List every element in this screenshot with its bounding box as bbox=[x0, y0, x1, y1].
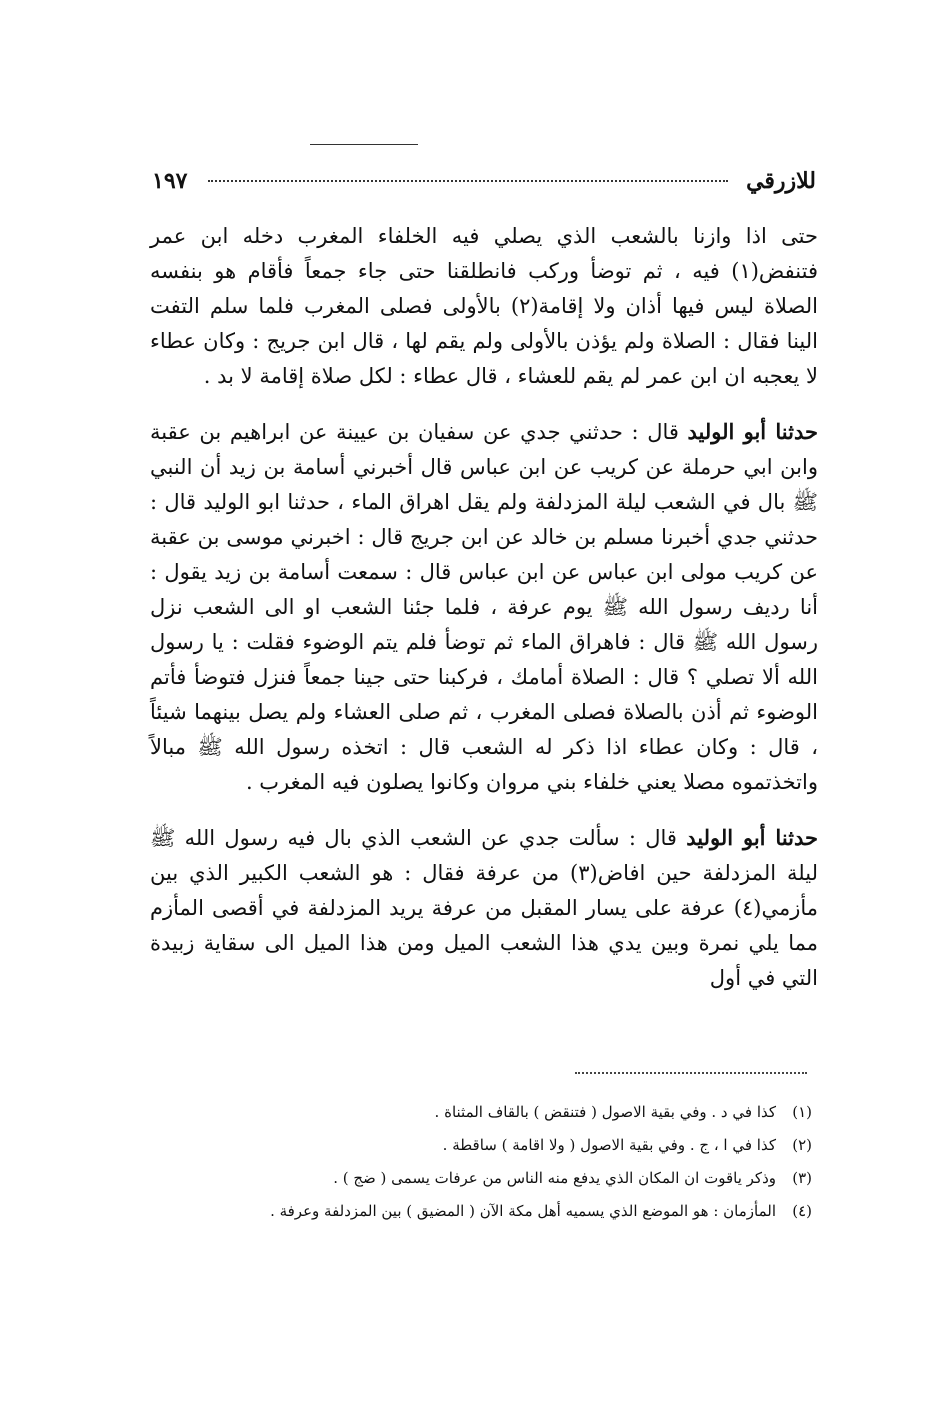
footnote-number: (١) bbox=[792, 1103, 812, 1121]
footnote-text: كذا في د . وفي بقية الاصول ( فتنقض ) بالقاف المثناة . bbox=[434, 1103, 776, 1121]
paragraph bbox=[150, 218, 818, 394]
footnote-text: المأزمان : هو الموضع الذي يسميه أهل مكة الآن ( المضيق ) بين المزدلفة وعرفة . bbox=[270, 1202, 776, 1220]
footnote bbox=[190, 1162, 812, 1195]
header-dotted-rule bbox=[208, 180, 728, 182]
paragraph bbox=[150, 414, 818, 800]
paragraph-text: حتى اذا وازنا بالشعب الذي يصلي فيه الخلفاء المغرب دخله ابن عمر فتنفض(١) فيه ، ثم توضأ وركب فانطلقنا حتى جاء جمعاً فأقام هو بنفسه الصلاة ليس فيها أذان ولا إقامة(٢) بالأولى فصلى المغرب فلما سلم التفت الينا فقال : الصلاة ولم يؤذن بالأولى ولم يقم لها ، قال ابن جريج : وكان عطاء لا يعجبه ان ابن عمر لم يقم للعشاء ، قال عطاء : لكل صلاة إقامة لا بد . bbox=[150, 224, 818, 388]
top-rule bbox=[310, 144, 418, 145]
footnote bbox=[190, 1129, 812, 1162]
footnotes bbox=[190, 1096, 812, 1228]
footnote-number: (٤) bbox=[792, 1202, 812, 1220]
footnote bbox=[190, 1096, 812, 1129]
running-header bbox=[152, 168, 816, 202]
paragraph-text: قال : حدثني جدي عن سفيان بن عيينة عن ابراهيم بن عقبة وابن ابي حرملة عن كريب عن ابن عباس قال أخبرني أسامة بن زيد أن النبي ﷺ بال في الشعب ليلة المزدلفة ولم يقل اهراق الماء ، حدثنا ابو الوليد قال : حدثني جدي أخبرنا مسلم بن خالد عن ابن جريج قال : اخبرني موسى بن عقبة عن كريب مولى ابن عباس عن ابن عباس قال : سمعت أسامة بن زيد يقول : أنا رديف رسول الله ﷺ يوم عرفة ، فلما جئنا الشعب او الى الشعب نزل رسول الله ﷺ قال : فاهراق الماء ثم توضأ فلم يتم الوضوء فقلت : يا رسول الله ألا تصلي ؟ قال : الصلاة أمامك ، فركبنا حتى جينا جمعاً فنزل فتوضأ فأتم الوضوء ثم أذن بالصلاة فصلى المغرب ، ثم صلى العشاء ولم يصل بينهما شيئاً ، قال : وكان عطاء اذا ذكر له الشعب قال : اتخذه رسول الله ﷺ مبالاً واتخذتموه مصلا يعني خلفاء بني مروان وكانوا يصلون فيه المغرب . bbox=[150, 420, 818, 794]
footnote bbox=[190, 1195, 812, 1228]
footnote-number: (٢) bbox=[792, 1136, 812, 1154]
footnote-separator bbox=[575, 1072, 807, 1074]
footnote-text: كذا في ا ، ج . وفي بقية الاصول ( ولا اقامة ) ساقطة . bbox=[442, 1136, 776, 1154]
main-text bbox=[150, 218, 818, 1016]
paragraph-text: قال : سألت جدي عن الشعب الذي بال فيه رسول الله ﷺ ليلة المزدلفة حين افاض(٣) من عرفة فقال : هو الشعب الكبير الذي بين مأزمي(٤) عرفة على يسار المقبل من عرفة يريد المزدلفة في أقصى المأزم مما يلي نمرة وبين يدي هذا الشعب الميل ومن هذا الميل الى سقاية زبيدة التي في أول bbox=[150, 826, 818, 990]
footnote-number: (٣) bbox=[792, 1169, 812, 1187]
paragraph-lead: حدثنا أبو الوليد bbox=[687, 419, 818, 444]
running-title: للازرقي bbox=[746, 168, 816, 194]
paragraph-lead: حدثنا أبو الوليد bbox=[686, 825, 819, 850]
page-number: ١٩٧ bbox=[152, 168, 188, 194]
footnote-text: وذكر ياقوت ان المكان الذي يدفع منه الناس من عرفات يسمى ( ضج ) . bbox=[333, 1169, 776, 1187]
paragraph bbox=[150, 820, 818, 996]
